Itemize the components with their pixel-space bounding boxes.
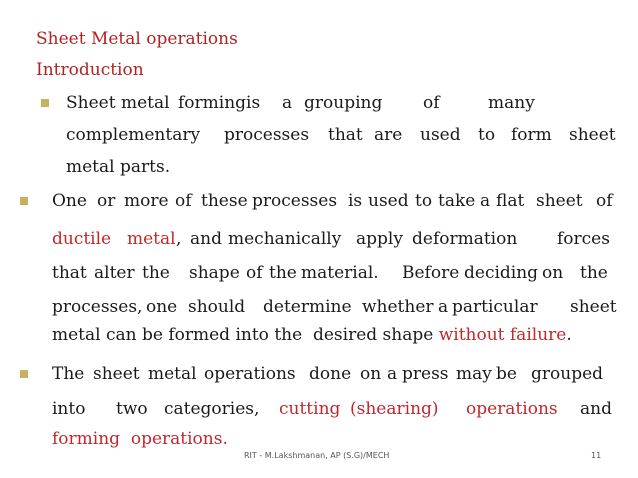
cutting-operations-highlight: cutting bbox=[279, 399, 341, 419]
bullet-marker bbox=[41, 99, 49, 107]
slide-title: Sheet Metal operations bbox=[36, 29, 238, 49]
bullet1-line3: metal parts. bbox=[66, 157, 171, 177]
without-failure-highlight: without failure bbox=[438, 325, 567, 345]
ductile-metal-highlight: ductile bbox=[52, 229, 112, 249]
page-number: 11 bbox=[591, 451, 602, 460]
bullet-marker bbox=[20, 370, 28, 378]
bullet-marker bbox=[20, 197, 28, 205]
forming-operations-highlight: forming operations. bbox=[52, 429, 228, 449]
slide: Sheet Metal operations Introduction Sheet metal formingis a grouping of many complementary processes that are used to form sheet metal parts. One or more of these processes is used to take a flat sheet of ductile metal , and mechanically apply deformation forces that alter the shape of the material. Before deciding on the processes, one should determine whether a particular sheet metal can be formed into the desired shape without failure. The sheet metal operations done on a press may be grouped into two categories, cutting (shearing) operations and forming operations. RIT - M.Lakshmanan, AP (S.G)/MECH 11 bbox=[0, 0, 638, 478]
slide-subtitle: Introduction bbox=[36, 60, 144, 80]
footer-author: RIT - M.Lakshmanan, AP (S.G)/MECH bbox=[244, 451, 390, 460]
bullet2-line5: metal can be formed into the desired shape without failure. bbox=[52, 325, 572, 345]
